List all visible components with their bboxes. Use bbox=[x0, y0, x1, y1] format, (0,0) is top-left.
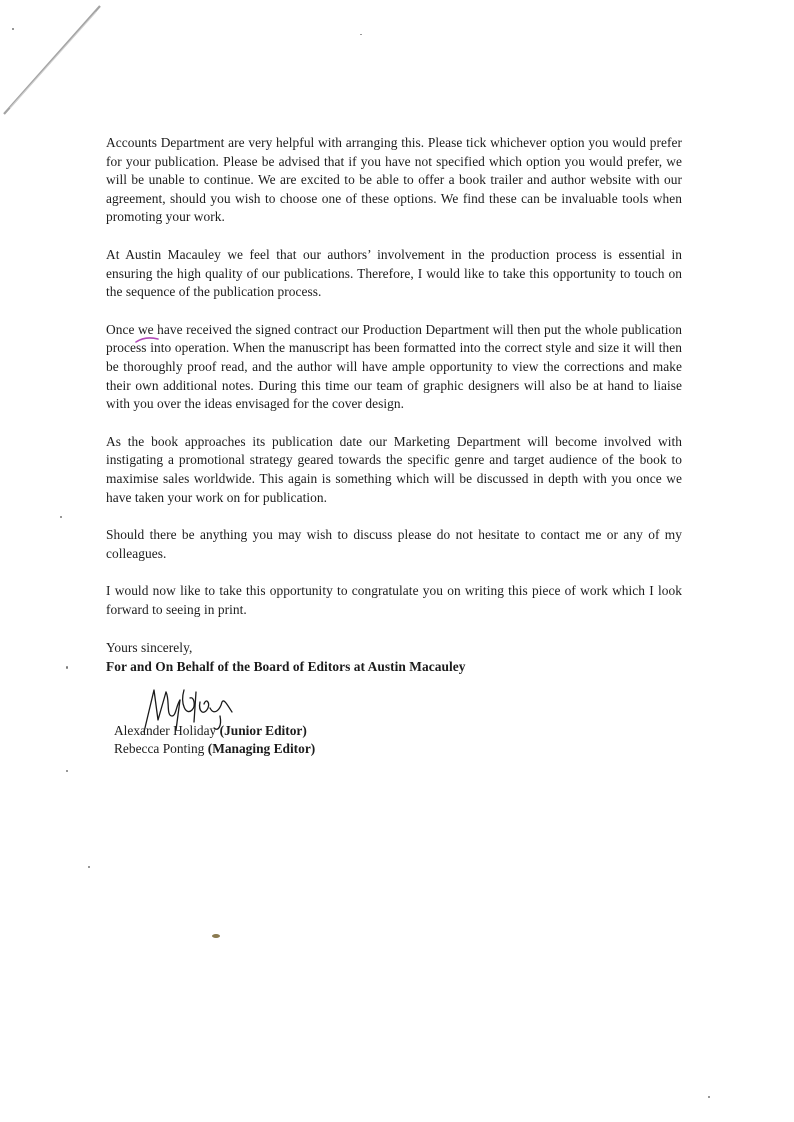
signatory-name: Alexander Holiday bbox=[114, 723, 217, 738]
scan-speck bbox=[12, 28, 14, 30]
signatory-name: Rebecca Ponting bbox=[114, 741, 205, 756]
scan-speck bbox=[66, 770, 68, 772]
on-behalf-line: For and On Behalf of the Board of Editors at Austin Macauley bbox=[106, 659, 466, 675]
closing-salutation: Yours sincerely, bbox=[106, 640, 193, 656]
scan-speck bbox=[708, 1096, 710, 1098]
scan-speck bbox=[60, 516, 62, 518]
scan-edge-line bbox=[0, 0, 110, 120]
scan-speck bbox=[66, 666, 68, 669]
paragraph: Accounts Department are very helpful with arranging this. Please tick whichever option you would prefer for your publication. Please be advised that if you have not specified which option you would prefer, we will be unable to continue. We are excited to be able to offer a book trailer and author website with our agreement, should you wish to choose one of these options. We find these can be invaluable tools when promoting your work. bbox=[106, 135, 682, 225]
letter-body bbox=[106, 134, 682, 676]
scan-speck bbox=[88, 866, 90, 868]
paragraph: I would now like to take this opportunity to congratulate you on writing this piece of work which I look forward to seeing in print. bbox=[106, 583, 682, 617]
paragraph: As the book approaches its publication date our Marketing Department will become involved with instigating a promotional strategy geared towards the specific genre and target audience of the book to maximise sales worldwide. This again is something which will be discussed in depth with you once we have taken your work on for publication. bbox=[106, 433, 682, 505]
signatory-line bbox=[114, 740, 315, 758]
signature-block bbox=[114, 686, 434, 766]
signatory-role: (Junior Editor) bbox=[219, 723, 307, 738]
scan-speck bbox=[212, 934, 220, 938]
scan-speck bbox=[360, 34, 362, 35]
paragraph: At Austin Macauley we feel that our authors’ involvement in the production process is essential in ensuring the high quality of our publications. Therefore, I would like to take this opportunity to touch on the sequence of the publication process. bbox=[106, 246, 682, 300]
paragraph: Once we have received the signed contract our Production Department will then put the whole publication process into operation. When the manuscript has been formatted into the correct style and size it will then be thoroughly proof read, and the author will have ample opportunity to view the corrections and make their own additional notes. During this time our team of graphic designers will also be at hand to liaise with you over the ideas envisaged for the cover design. bbox=[106, 321, 682, 412]
signatory-role: (Managing Editor) bbox=[207, 741, 316, 756]
paragraph: Should there be anything you may wish to discuss please do not hesitate to contact me or any of my colleagues. bbox=[106, 527, 682, 561]
signatory-line bbox=[114, 722, 307, 740]
